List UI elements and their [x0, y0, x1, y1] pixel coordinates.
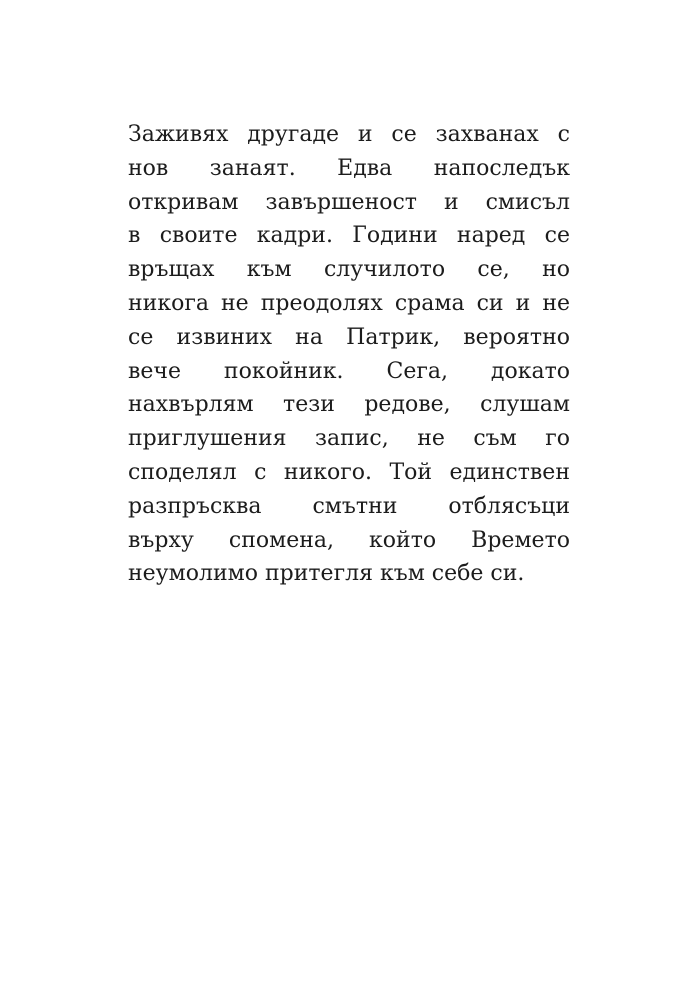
text-line: върху спомена, който Времето: [128, 527, 570, 553]
text-line: Заживях другаде и се захванах с: [128, 122, 570, 147]
text-line: никога не преодолях срама си и не: [128, 290, 570, 316]
text-line: споделял с никого. Той единствен: [128, 459, 570, 485]
text-line: се извиних на Патрик, вероятно: [128, 324, 570, 350]
text-line: нахвърлям тези редове, слушам: [128, 392, 570, 418]
text-line: в своите кадри. Години наред се: [128, 223, 570, 249]
text-line: вече покойник. Сега, докато: [128, 358, 570, 384]
paragraph: [128, 118, 570, 591]
text-line: приглушения запис, не съм го: [128, 426, 570, 452]
text-line: връщах към случилото се, но: [128, 257, 570, 283]
text-line: нов занаят. Едва напоследък: [128, 155, 570, 181]
text-line: откривам завършеност и смисъл: [128, 189, 570, 215]
text-line: неумолимо притегля към себе си.: [128, 561, 525, 587]
text-line: разпръсква смътни отблясъци: [128, 493, 570, 519]
